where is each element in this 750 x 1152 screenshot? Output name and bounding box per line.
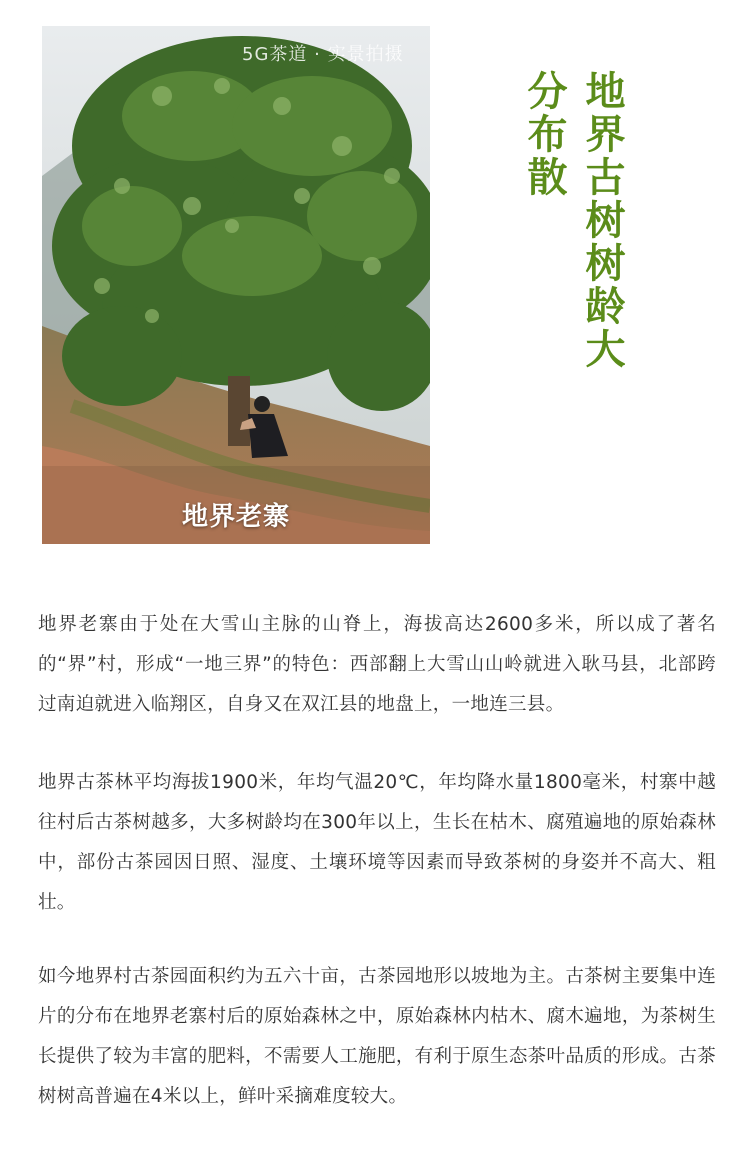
- photo-caption: 地界老寨: [182, 502, 291, 532]
- tea-tree-photo: [42, 26, 430, 544]
- paragraph-location: 地界老寨由于处在大雪山主脉的山脊上，海拔高达2600多米，所以成了著名的“界”村，形成“一地三界”的特色：西部翻上大雪山山岭就进入耿马县，北部跨过南迫就进入临翔区，自身又在双江县的地盘上，一地连三县。: [38, 614, 716, 715]
- tea-tree-illustration: [42, 26, 430, 544]
- paragraph-garden-area: 如今地界村古茶园面积约为五六十亩，古茶园地形以坡地为主。古茶树主要集中连片的分布在地界老寨村后的原始森林之中，原始森林内枯木、腐木遍地，为茶树生长提供了较为丰富的肥料，不需要人工施肥，有利于原生态茶叶品质的形成。古茶树树高普遍在4米以上，鲜叶采摘难度较大。: [38, 966, 716, 1107]
- paragraph-climate: 地界古茶林平均海拔1900米，年均气温20℃，年均降水量1800毫米，村寨中越往村后古茶树越多，大多树龄均在300年以上，生长在枯木、腐殖遍地的原始森林中，部份古茶园因日照、湿度、土壤环境等因素而导致茶树的身姿并不高大、粗壮。: [38, 772, 716, 913]
- vertical-title-main: 地界古树树龄大: [579, 70, 625, 371]
- vertical-title-sub: 分布散: [521, 70, 567, 199]
- photo-watermark: 5G茶道 · 实景拍摄: [242, 44, 404, 65]
